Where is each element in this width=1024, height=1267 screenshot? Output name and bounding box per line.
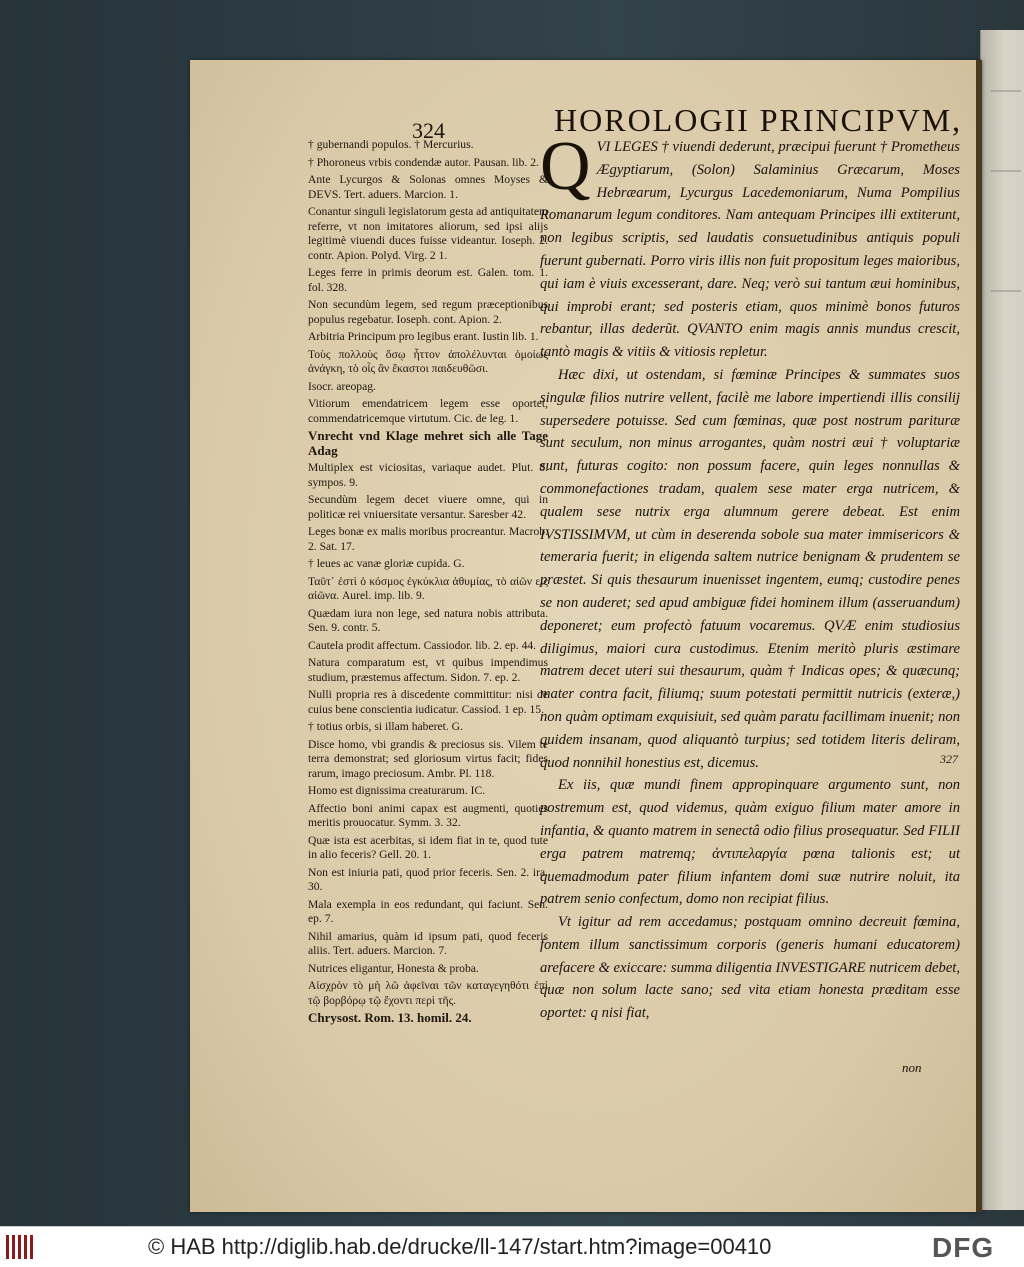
margin-note: † gubernandi populos. † Mercurius.: [308, 138, 474, 151]
paragraph: Ex iis, quæ mundi finem appropinquare argumento sunt, non postremum est, quod videmus, quàm exiguo filium mater amore in infantia, & quanto matrem in senectâ odio filius prosequatur. Sed FILII erga patrem matremq; ἀντιπελαργία pœna talionis est; ut quemadmodum pater filium infantem domi suæ nutrire noluit, ita patrem senio confectum, domo non recipiat filius.: [540, 777, 960, 908]
margin-note: † leues ac vanæ gloriæ cupida. G.: [308, 557, 465, 570]
drop-cap: Q: [540, 128, 591, 205]
paragraph-text: VI LEGES † viuendi dederunt, præcipui fuerunt † Prometheus Ægyptiarum, (Solon) Salaminius Græcarum, Moses Hebræarum, Lycurgus Lacedemoniarum, Numa Pompilius Romanarum legum conditores. Nam antequam Principes illi extiterunt, non legibus scriptis, sed laudatis consuetudinibus antiquis populi fuerunt gubernati. Porro viris illis non fuit propositum leges maioribus, qui iam è viuis excesserant, dare. Neq; verò sui tantum æui hominibus, qui improbi erant; sed posteris etiam, quos minimè bonos futuros rebantur, illas dederũt. QVANTO enim magis annis mundus crescit, tantò magis & vitiis & vitiosis repletur.: [540, 139, 960, 361]
margin-note: Conantur singuli legislatorum gesta ad antiquitatem referre, vt non imitatores aliorum, sed ipsi alijs legitimè viuendi duces fuisse videantur. Ioseph. 2. contr. Apion. Polyd. Virg. 2 1.: [308, 205, 548, 262]
margin-note: Αἰσχρὸν τὸ μὴ λῶ ἀφεῖναι τῶν καταγεγηθότι ἐπὶ τῷ βορβόρῳ τῷ ἔχοντι περὶ τῆς.: [308, 979, 548, 1007]
margin-note: Nutrices eligantur, Honesta & proba.: [308, 961, 479, 975]
margin-note: † totius orbis, si illam haberet. G.: [308, 720, 463, 733]
catchword: non: [902, 1060, 922, 1075]
margin-note: Quædam iura non lege, sed natura nobis attributa. Sen. 9. contr. 5.: [308, 606, 548, 634]
bleed-through-mark: [991, 170, 1021, 172]
marginal-number: 327: [940, 752, 958, 766]
dfg-logo[interactable]: DFG: [932, 1232, 995, 1263]
margin-note: Vnrecht vnd Klage mehret sich alle Tage Adag: [308, 428, 548, 458]
bleed-through-mark: [991, 90, 1021, 92]
margin-note: Secundùm legem decet viuere omne, qui in politicæ rei vniuersitate versantur. Saresber 42.: [308, 493, 548, 521]
paragraph: Hæc dixi, ut ostendam, si fœminæ Principes & summates suos singulæ filios nutrire vellent, facilè me labore impertiendi illis consilij supersedere potuisse. Sed cum fœminas, quæ post nostrum parituræ sunt seculum, non minus arrogantes, quàm nostri æui † voluptariæ sunt, futuras cogito: non possum facere, quin leges nonnullas & commonefactiones tradam, qualem sese mater erga nutricem, & qualem sese nutrix erga alumnum gerere debeat. Est enim IVSTISSIMVM, ut cùm in deserenda sobole sua mater immisericors & temeraria fuerit; in eligenda saltem nutrice benignam & prudentem se præstet. Si quis thesaurum inuenisset ingentem, eumq; custodire penes se non auderet; sed apud ambiguæ fidei hominem illum (asseruandum) deponeret; eum profectò fatuum vocaremus. QVÆ enim studiosius diligimus, maiori cura custodimus. Etenim meritò pluris æstimare matrem decet uteri sui thesaurum, quàm † Indicas opes; & quæcunq; mater contra facit, filiumq; suum potestati permittit nutricis (exteræ,) non quàm optimam exquisiuit, sed quàm paratu facillimam inuenit; non quidem insanam, quod aliquantò turpius; sed totidem literis deliram, quod nonnihil honestius est, dicemus.: [540, 366, 960, 771]
margin-note: Isocr. areopag.: [308, 379, 376, 393]
margin-note: Homo est dignissima creaturarum. IC.: [308, 784, 486, 797]
main-text-column: [540, 128, 960, 1025]
margin-note: Nihil amarius, quàm id ipsum pati, quod feceris aliis. Tert. aduers. Marcion. 7.: [308, 929, 548, 957]
running-head: HOROLOGII PRINCIPVM,: [554, 102, 963, 138]
margin-note: Non secundùm legem, sed regum præceptionibus populus regebatur. Ioseph. cont. Apion. 2.: [308, 298, 548, 326]
facing-page-edge: [980, 30, 1024, 1210]
bleed-through-mark: [991, 290, 1021, 292]
margin-note: Τοὺς πολλοὺς ὅσῳ ἧττον ἀπολέλυνται ὁμοίως ἀνάγκη, τὸ οἷς ἂν ἕκαστοι παιδευθῶσι.: [308, 347, 548, 375]
margin-note: Arbitria Principum pro legibus erant. Iustin lib. 1.: [308, 330, 539, 343]
margin-note: Disce homo, vbi grandis & preciosus sis. Vilem te terra demonstrat; sed gloriosum virtus facit; fides rarum, imago preciosum. Ambr. Pl. 118.: [308, 737, 548, 780]
margin-note: Ταῦτ᾽ ἐστὶ ὁ κόσμος ἐγκύκλια ἀθυμίας, τὸ αἰῶν εἰς αἰῶνα. Aurel. imp. lib. 9.: [308, 574, 548, 602]
margin-note: Multiplex est viciositas, variaque audet. Plut. 8. sympos. 9.: [308, 461, 548, 489]
margin-note: Quæ ista est acerbitas, si idem fiat in te, quod tute in alio feceris? Gell. 20. 1.: [308, 833, 548, 861]
margin-note: Cautela prodit affectum. Cassiodor. lib. 2. ep. 44.: [308, 638, 537, 652]
book-page: [190, 60, 982, 1212]
margin-note: Ante Lycurgos & Solonas omnes Moyses & DEVS. Tert. aduers. Marcion. 1.: [308, 173, 548, 201]
copyright-url-link[interactable]: © HAB http://diglib.hab.de/drucke/ll-147/start.htm?image=00410: [148, 1234, 772, 1259]
margin-note: Chrysost. Rom. 13. homil. 24.: [308, 1010, 472, 1025]
margin-note: Non est iniuria pati, quod prior feceris. Sen. 2. ira. 30.: [308, 865, 548, 893]
paragraph: Vt igitur ad rem accedamus; postquam omnino decreuit fœmina, fontem illum sanctissimum corporis (generis humani educatorem) arefacere & exiccare: summa diligentia INVESTIGARE nutricem debet, quæ non solum lacte sano; sed vita etiam honesta præditam esse oportet: q nisi fiat,: [540, 914, 960, 1022]
margin-note: Vitiorum emendatricem legem esse oportet, commendatricemque virtutum. Cic. de leg. 1.: [308, 397, 548, 425]
margin-note: † Phoroneus vrbis condendæ autor. Pausan. lib. 2.: [308, 155, 539, 169]
page-number: 324: [412, 118, 445, 143]
margin-notes: [308, 138, 548, 1029]
margin-note: Natura comparatum est, vt quibus impendimus studium, præstemus affectum. Sidon. 7. ep. 2.: [308, 656, 548, 684]
margin-note: Affectio boni animi capax est augmenti, quoties meritis prouocatur. Symm. 3. 32.: [308, 801, 548, 829]
margin-note: Leges ferre in primis deorum est. Galen. tom. 1. fol. 328.: [308, 266, 548, 294]
paragraph: [540, 128, 960, 364]
margin-note: Nulli propria res à discedente committitur: nisi de cuius bene conscientia iudicatur. Cassiod. 1 ep. 15.: [308, 688, 548, 716]
margin-note: Mala exempla in eos redundant, qui faciunt. Sen. ep. 7.: [308, 897, 548, 925]
margin-note: Leges bonæ ex malis moribus procreantur. Macrob. 2. Sat. 17.: [308, 525, 548, 553]
hab-logo-icon[interactable]: [6, 1235, 36, 1259]
footer-bar: [0, 1226, 1024, 1267]
